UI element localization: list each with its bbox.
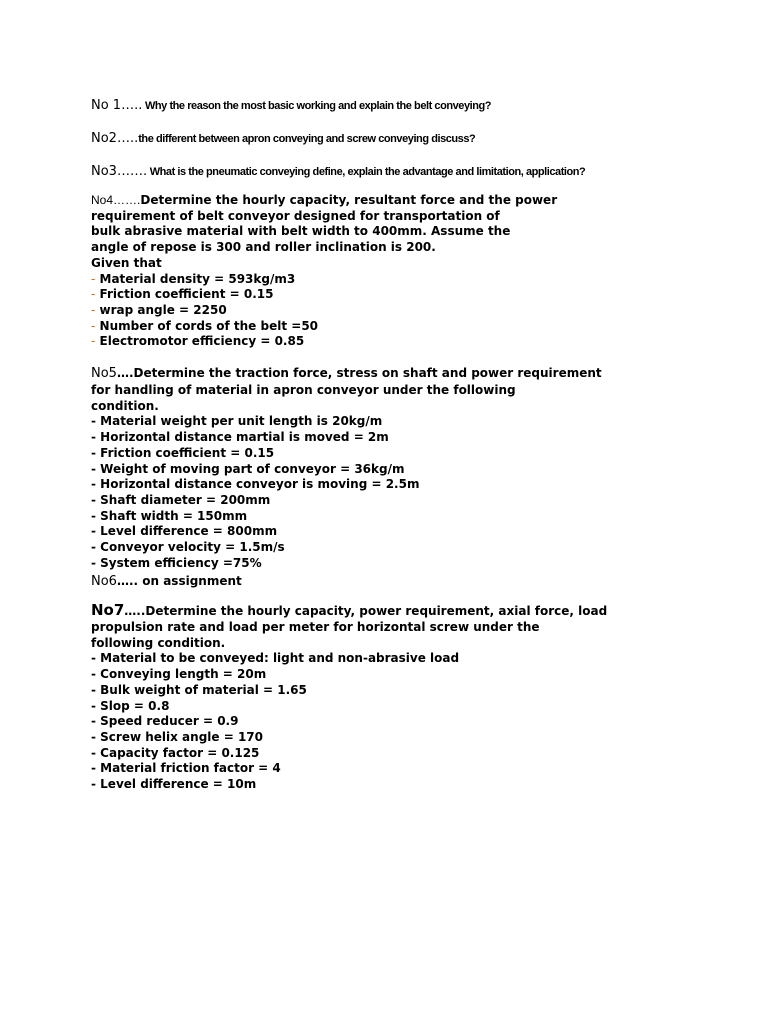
question-5-line: for handling of material in apron conveyor under the following [91,383,516,397]
question-4-item [91,272,557,288]
question-7-item: - Capacity factor = 0.125 [91,745,260,760]
question-6 [91,570,242,589]
question-7-number: No7 [91,601,125,619]
question-4-line: requirement of belt conveyor designed for transportation of [91,208,500,223]
question-4-item-text: Number of cords of the belt =50 [95,318,319,333]
question-4-item [91,319,557,335]
question-5-item: - Friction coefficient = 0.15 [91,445,275,460]
question-7-item: - Speed reducer = 0.9 [91,714,239,729]
question-1 [91,94,491,113]
question-5-line [91,364,602,383]
question-7-line: propulsion rate and load per meter for horizontal screw under the [91,620,540,634]
question-7 [91,601,607,793]
question-4 [91,193,557,350]
question-1-text: Why the reason the most basic working and explain the belt conveying? [142,100,492,112]
bullet-dash: - [91,334,96,349]
question-5-item: - Shaft width = 150mm [91,508,248,523]
question-7-item: - Material friction factor = 4 [91,761,281,776]
question-5-item: - Weight of moving part of conveyor = 36kg/m [91,461,405,476]
question-5-number: No5 [91,366,117,381]
question-5-item: - Level difference = 800mm [91,524,278,539]
question-7-item: - Level difference = 10m [91,777,257,792]
question-5-item: - Horizontal distance conveyor is moving = 2.5m [91,477,420,492]
question-4-item-text: Electromotor efficiency = 0.85 [95,334,305,349]
question-3-text: What is the pneumatic conveying define, explain the advantage and limitation, application? [147,166,586,178]
bullet-dash: - [91,271,96,286]
bullet-dash: - [91,287,96,302]
question-4-line [91,193,557,209]
question-4-given-label: Given that [91,255,162,270]
question-5-item: - System efficiency =75% [91,555,262,570]
question-2 [91,127,475,146]
question-1-number: No 1….. [91,98,143,113]
question-5-line: condition. [91,398,159,413]
question-2-number: No2….. [91,131,139,146]
question-5-item: - Material weight per unit length is 20kg/m [91,414,383,429]
question-4-item [91,334,557,350]
question-4-item-text: wrap angle = 2250 [95,302,227,317]
question-2-text: the different between apron conveying and screw conveying discuss? [138,133,476,145]
question-4-item-text: Friction coefficient = 0.15 [95,287,274,302]
question-6-text: ….. on assignment [116,574,242,588]
bullet-dash: - [91,302,96,317]
question-7-item: - Screw helix angle = 170 [91,729,264,744]
question-5-text: ….Determine the traction force, stress on shaft and power requirement [116,366,602,380]
question-7-line: following condition. [91,635,226,650]
bullet-dash: - [91,318,96,333]
question-7-item: - Slop = 0.8 [91,698,170,713]
question-5-item: - Horizontal distance martial is moved = 2m [91,430,389,445]
question-7-line [91,601,607,620]
question-4-number: No4……. [91,193,141,207]
question-4-item [91,303,557,319]
question-5-item: - Conveyor velocity = 1.5m/s [91,540,285,555]
question-7-item: - Bulk weight of material = 1.65 [91,682,307,697]
question-5-item: - Shaft diameter = 200mm [91,492,271,507]
question-4-line: bulk abrasive material with belt width to 400mm. Assume the [91,224,511,239]
question-5 [91,364,602,571]
question-6-number: No6 [91,574,117,589]
question-3 [91,160,585,179]
question-7-item: - Conveying length = 20m [91,667,267,682]
question-4-item-text: Material density = 593kg/m3 [95,271,296,286]
question-4-text: Determine the hourly capacity, resultant force and the power [140,193,558,207]
question-4-item [91,287,557,303]
question-4-line: angle of repose is 300 and roller inclination is 200. [91,240,436,255]
question-7-text: …..Determine the hourly capacity, power requirement, axial force, load [124,604,608,618]
question-7-item: - Material to be conveyed: light and non-abrasive load [91,651,460,666]
question-3-number: No3……. [91,164,148,179]
